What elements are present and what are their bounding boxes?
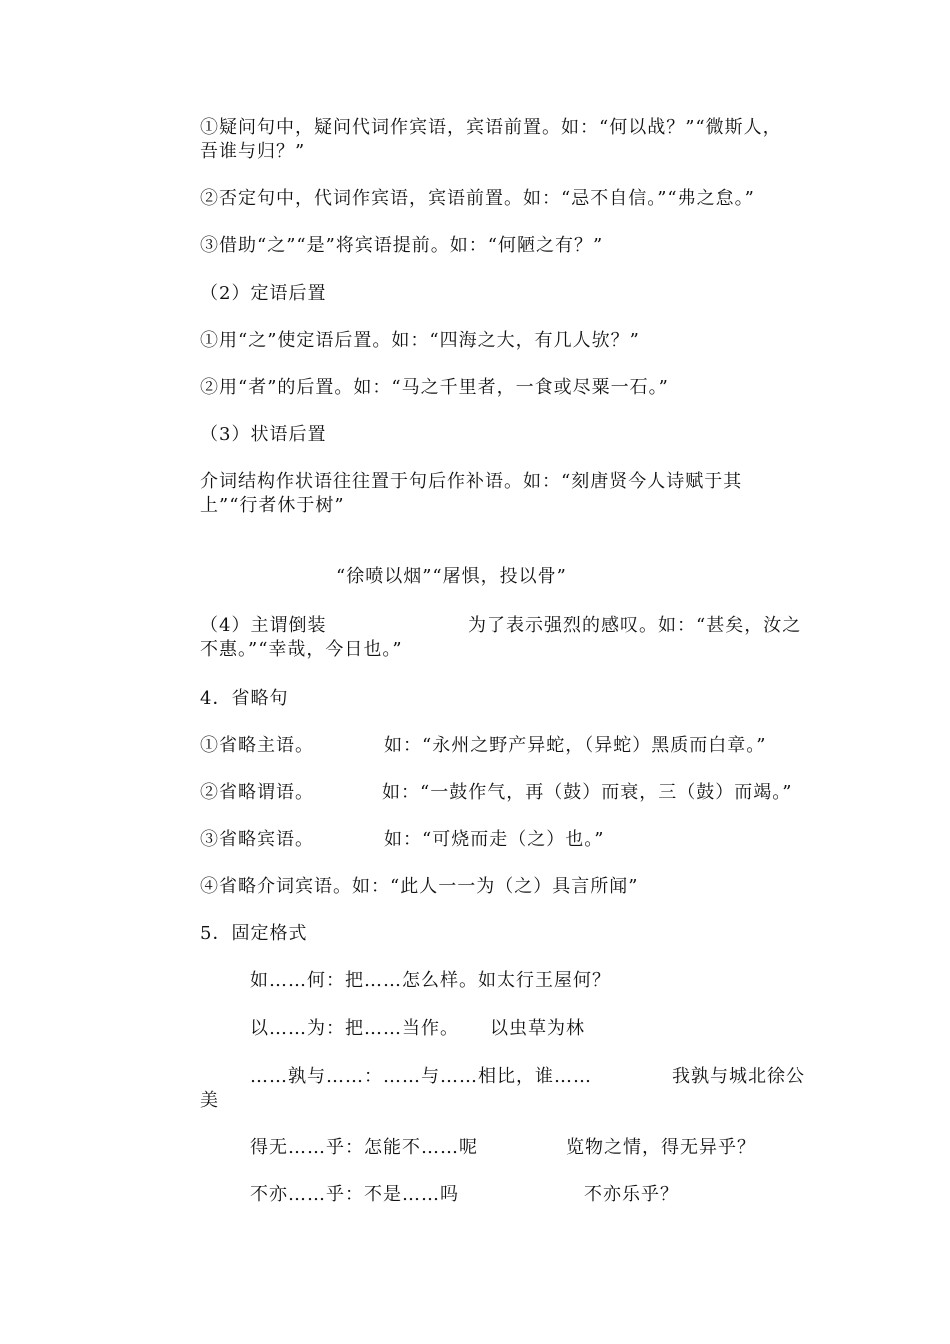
heading-adverbial-postposition: （3）状语后置 — [200, 424, 327, 445]
line-18-right: 以虫草为林 — [490, 1018, 585, 1039]
line-12-right: 如：“永州之野产异蛇，（异蛇）黑质而白章。” — [384, 735, 767, 756]
heading-fixed-patterns: 5．固定格式 — [200, 923, 308, 944]
line-14-left: ③省略宾语。 — [200, 829, 314, 850]
heading-attributive-postposition: （2）定语后置 — [200, 283, 327, 304]
heading-ellipsis: 4．省略句 — [200, 688, 289, 709]
line-19b: 美 — [200, 1090, 219, 1111]
line-8b: 上”“行者休于树” — [200, 495, 345, 516]
line-18-left: 以……为：把……当作。 — [250, 1018, 459, 1039]
heading-subject-predicate-inversion: （4）主谓倒装 — [200, 615, 327, 636]
line-17: 如……何：把……怎么样。如太行王屋何？ — [250, 970, 611, 991]
line-2: ②否定句中，代词作宾语，宾语前置。如：“忌不自信。”“弗之怠。” — [200, 188, 755, 209]
line-19-left: ……孰与……：……与……相比，谁…… — [250, 1066, 592, 1087]
line-6: ②用“者”的后置。如：“马之千里者，一食或尽粟一石。” — [200, 377, 669, 398]
line-1a: ①疑问句中，疑问代词作宾语，宾语前置。如：“何以战？”“微斯人， — [200, 117, 782, 138]
line-13-right: 如：“一鼓作气，再（鼓）而衰，三（鼓）而竭。” — [382, 782, 793, 803]
line-13-left: ②省略谓语。 — [200, 782, 314, 803]
line-9: “徐喷以烟”“屠惧，投以骨” — [336, 566, 567, 587]
line-5: ①用“之”使定语后置。如：“四海之大，有几人欤？” — [200, 330, 640, 351]
line-21-right: 不亦乐乎？ — [584, 1184, 679, 1205]
line-8a: 介词结构作状语往往置于句后作补语。如：“刻唐贤今人诗赋于其 — [200, 471, 743, 492]
line-19-right: 我孰与城北徐公 — [672, 1066, 805, 1087]
line-12-left: ①省略主语。 — [200, 735, 314, 756]
line-20-left: 得无……乎：怎能不……呢 — [250, 1137, 478, 1158]
line-20-right: 览物之情，得无异乎？ — [566, 1137, 756, 1158]
line-10b: 不惠。”“幸哉，今日也。” — [200, 639, 403, 660]
line-1b: 吾谁与归？” — [200, 141, 306, 162]
line-15: ④省略介词宾语。如：“此人一一为（之）具言所闻” — [200, 876, 639, 897]
line-10-right: 为了表示强烈的感叹。如：“甚矣，汝之 — [468, 615, 802, 636]
line-21-left: 不亦……乎：不是……吗 — [250, 1184, 459, 1205]
line-3: ③借助“之”“是”将宾语提前。如：“何陋之有？” — [200, 235, 604, 256]
line-14-right: 如：“可烧而走（之）也。” — [384, 829, 605, 850]
